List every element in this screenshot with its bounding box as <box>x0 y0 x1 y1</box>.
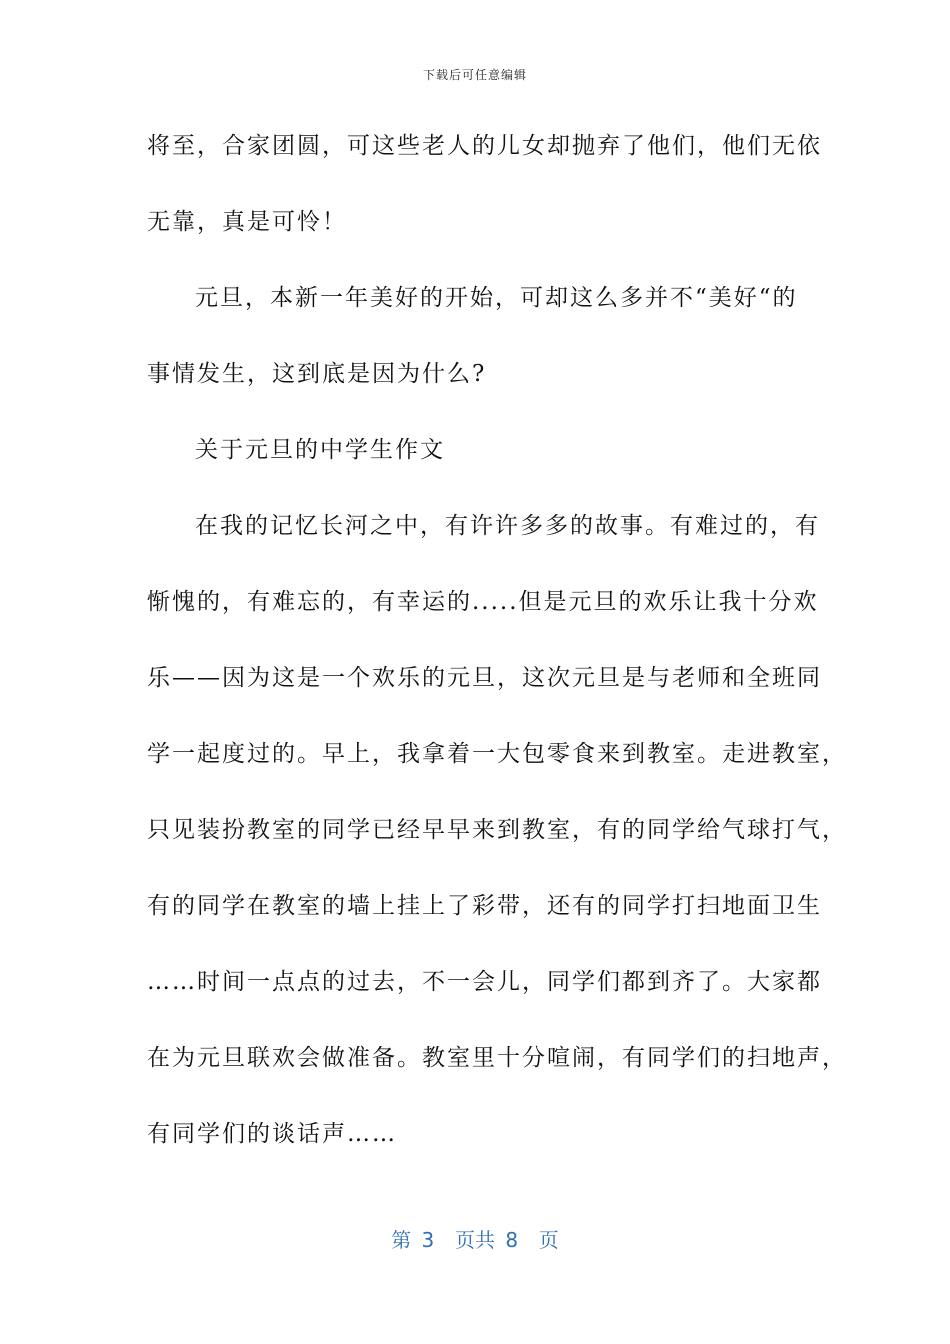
text-line: 事情发生，这到底是因为什么? <box>147 361 487 387</box>
text-line: 乐——因为这是一个欢乐的元旦，这次元旦是与老师和全班同 <box>147 665 822 691</box>
page-header-note: 下载后可任意编辑 <box>422 68 527 82</box>
page-number-footer: 第 3 页共 8 页 <box>391 1228 559 1252</box>
text-line: 有的同学在教室的墙上挂上了彩带，还有的同学打扫地面卫生 <box>147 893 822 919</box>
text-line: 无靠，真是可怜！ <box>147 209 347 235</box>
text-line: 在我的记忆长河之中，有许许多多的故事。有难过的，有 <box>195 513 820 539</box>
text-line: 将至，合家团圆，可这些老人的儿女却抛弃了他们，他们无依 <box>147 133 822 159</box>
text-line: 惭愧的，有难忘的，有幸运的.....但是元旦的欢乐让我十分欢 <box>147 589 819 615</box>
text-line: 在为元旦联欢会做准备。教室里十分喧闹，有同学们的扫地声， <box>147 1045 847 1071</box>
text-line: 学一起度过的。早上，我拿着一大包零食来到教室。走进教室， <box>147 741 847 767</box>
text-line: 元旦，本新一年美好的开始，可却这么多并不“美好“的 <box>195 285 798 311</box>
text-line: 有同学们的谈话声…… <box>147 1121 397 1147</box>
section-title: 关于元旦的中学生作文 <box>195 437 445 463</box>
document-body <box>147 122 847 1186</box>
text-line: 只见装扮教室的同学已经早早来到教室，有的同学给气球打气， <box>147 817 847 843</box>
text-line: ……时间一点点的过去，不一会儿，同学们都到齐了。大家都 <box>147 969 822 995</box>
